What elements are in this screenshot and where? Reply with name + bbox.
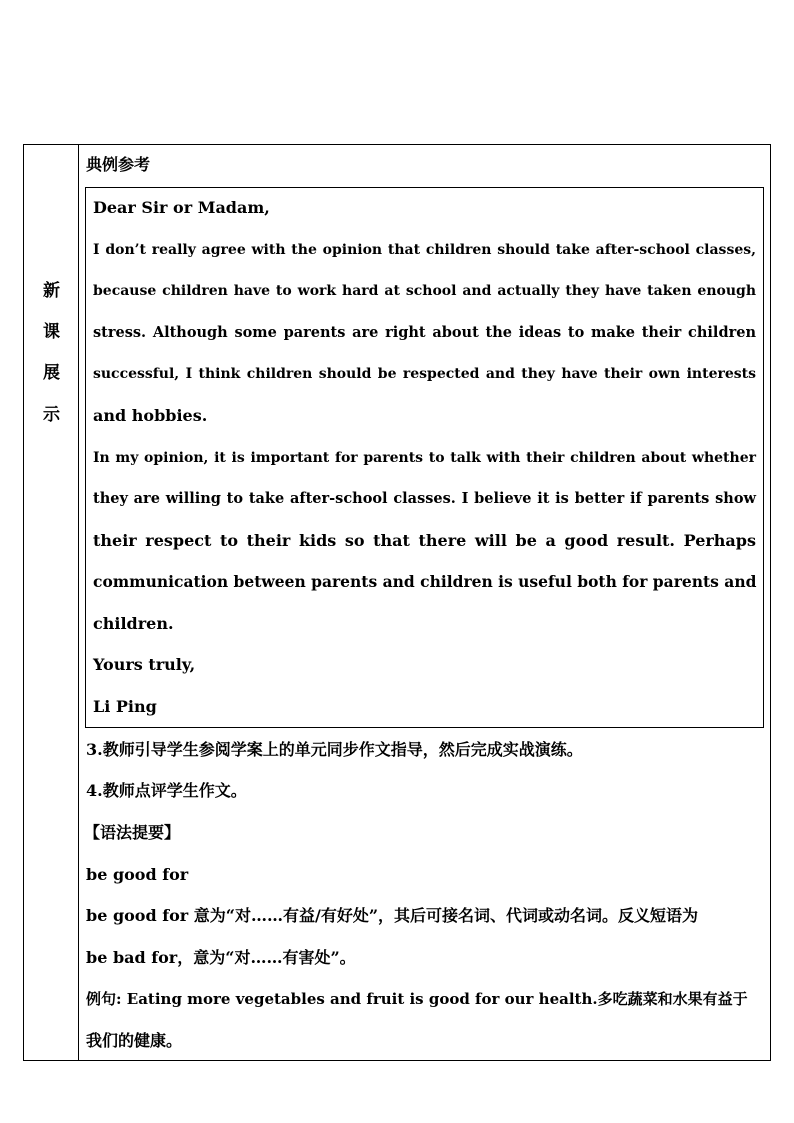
letter-line: they are willing to take after-school classes. I believe it is better if parents show (93, 490, 756, 507)
side-label-char: 新 (43, 281, 60, 301)
grammar-heading: 【语法提要】 (84, 823, 181, 842)
grammar-example-2: 我们的健康。 (86, 1031, 183, 1050)
grammar-explain-1: be good for 意为“对……有益/有好处”，其后可接名词、代词或动名词。反义短语为 (86, 906, 699, 925)
letter-line: their respect to their kids so that there will be a good result. Perhaps (93, 531, 756, 550)
letter-line: because children have to work hard at school and actually they have taken enough (93, 283, 756, 299)
grammar-example-1: 例句: Eating more vegetables and fruit is good for our health.多吃蔬菜和水果有益于 (86, 990, 748, 1008)
sample-letter-box (85, 187, 764, 728)
letter-line: successful, I think children should be respected and they have their own interests (93, 366, 756, 382)
content-cell (80, 145, 770, 1060)
example-heading: 典例参考 (86, 155, 151, 174)
letter-line: stress. Although some parents are right about the ideas to make their children (93, 324, 756, 341)
grammar-explain-2: be bad for，意为“对……有害处”。 (86, 948, 356, 967)
letter-line: communication between parents and children is useful both for parents and (93, 572, 757, 591)
letter-line: Dear Sir or Madam, (93, 198, 270, 217)
step-4: 4.教师点评学生作文。 (86, 781, 247, 800)
letter-line: and hobbies. (93, 406, 208, 425)
grammar-phrase: be good for (86, 865, 189, 884)
side-label-char: 示 (43, 405, 60, 425)
letter-line: I don’t really agree with the opinion that children should take after-school classes, (93, 242, 756, 258)
lesson-table (23, 144, 771, 1061)
step-3: 3.教师引导学生参阅学案上的单元同步作文指导，然后完成实战演练。 (86, 740, 583, 759)
side-column (24, 145, 79, 1060)
letter-line: In my opinion, it is important for parents to talk with their children about whether (93, 450, 756, 466)
side-label-char: 展 (43, 363, 60, 383)
side-label-char: 课 (43, 322, 60, 342)
letter-line: Yours truly, (93, 655, 196, 674)
letter-line: Li Ping (93, 697, 157, 716)
letter-line: children. (93, 614, 174, 633)
